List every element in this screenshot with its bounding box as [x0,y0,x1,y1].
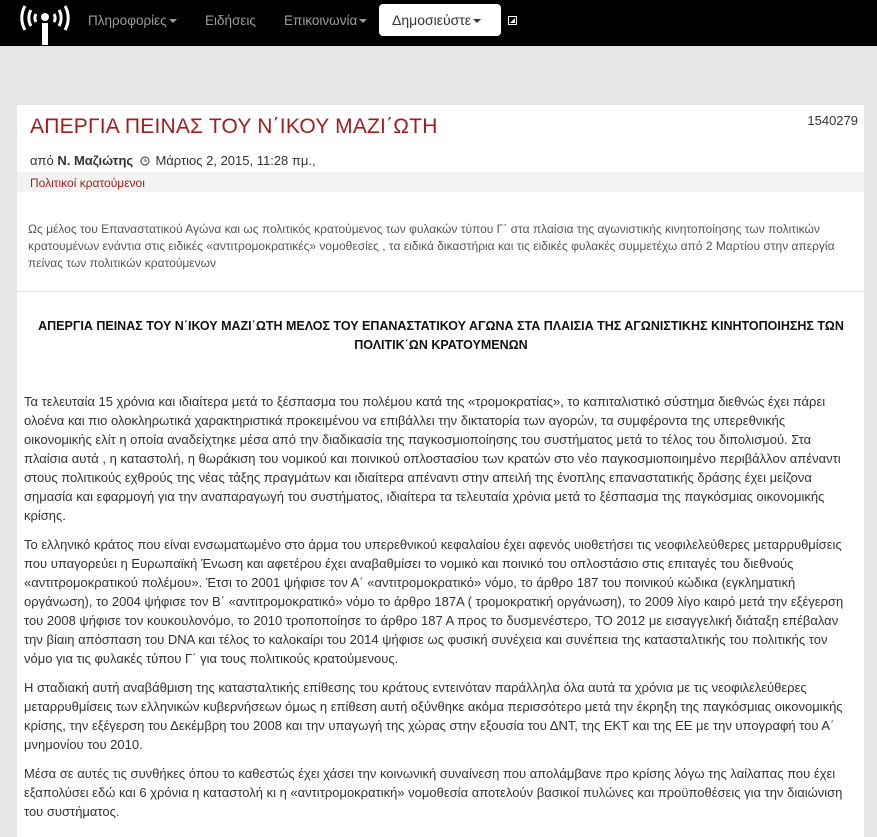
article-heading: ΑΠΕΡΓΙΑ ΠΕΙΝΑΣ ΤΟΥ Ν΄ΙΚΟΥ ΜΑΖΙ΄ΩΤΗ ΜΕΛΟΣ ΤΟΥ ΕΠΑΝΑΣΤΑΤΙΚΟΥ ΑΓΩΝΑ ΣΤΑ ΠΛΑΙΣΙΑ ΤΗΣ ΑΓΩΝΙΣΤΙΚΗΣ ΚΙΝΗΤΟΠΟΙΗΣΗΣ ΤΩΝ ΠΟΛΙΤΙΚ΄ΩΝ ΚΡΑΤΟΥΜΕΝΩΝ [38,319,844,352]
nav-item-info[interactable]: Πληροφορίες [88,13,177,28]
article-body [24,392,856,831]
chevron-down-icon [473,19,481,23]
byline-prefix: από [30,153,54,168]
publish-button[interactable]: Δημοσιεύστε [379,4,501,36]
nav-item-news[interactable]: Ειδήσεις [205,13,256,28]
nav-item-contact[interactable]: Επικοινωνία [284,13,367,28]
divider [17,291,864,292]
info-logo[interactable] [15,0,75,46]
page-title: ΑΠΕΡΓΙΑ ΠΕΙΝΑΣ ΤΟΥ Ν΄ΙΚΟΥ ΜΑΖΙ΄ΩΤΗ [30,115,438,138]
category-link[interactable]: Πολιτικοί κρατούμενοι [30,176,145,190]
article-paragraph: Τα τελευταία 15 χρόνια και ιδιαίτερα μετά το ξέσπασμα του πολέμου κατά της «τρομοκρατίας», το καπιταλιστικό σύστημα διεθνώς έχει πάρει ολοένα και πιο ολοκληρωτικά χαρακτηριστικά προκειμένου να επιβάλλει την δικτατορία των αγορών, τα συμφέροντα της υπερεθνικής οικονομικής ελίτ η οποία αναδείχτηκε μέσα από την διαδικασία της παγκοσμιοποίησης του συστήματος μετά το τέλος του διπολισμού. Στα πλαίσια αυτά , η καταστολή, η θωράκιση του νομικού και ποινικού οπλοστασίου των κρατών στο νέο παγκοσμιοποιημένο περιβάλλον απέναντι στους πολιτικούς εχθρούς της νέας τάξης πραγμάτων και ιδιαίτερα απέναντι στην απειλή της ένοπλης επαναστατικής δράσης έχει μείζονα σημασία και εφαρμογή για την αναπαραγωγή του συστήματος, ιδιαίτερα τα τελευταία χρόνια μετά το ξέσπασμα της παγκόσμιας οικονομικής κρίσης. [24,394,841,523]
article-container [17,105,864,837]
article-summary: Ως μέλος του Επαναστατικού Αγώνα και ως πολιτικός κρατούμενος των φυλακών τύπου Γ΄ στα πλαίσια της αγωνιστικής κινητοποίησης των πολιτικών κρατουμένων ενάντια στις ειδικές «αντιτρομοκρατικές» νομοθεσίες , τα ειδικά δικαστήρια και τις ειδικές φυλακές συμμετέχω από 2 Μαρτίου στην απεργία πείνας των πολιτικών κρατούμενων [28,222,835,270]
article-id: 1540279 [807,113,858,128]
byline [30,153,316,168]
article-paragraph: Μέσα σε αυτές τις συνθήκες όπου το καθεστώς έχει χάσει την κοινωνική συναίνεση που απολάμβανε προ κρίσης λόγω της λαίλαπας που έχει εξαπολύσει εδώ και 6 χρόνια η καταστολή κι η «αντιτρομοκρατική» νομοθεσία αποτελούν βασικοί πυλώνες και προϋποθέσεις για την διαιώνιση του συστήματος. [24,766,843,819]
chevron-down-icon [359,19,367,23]
author-link[interactable]: Ν. Μαζιώτης [57,153,134,168]
chevron-down-icon [169,19,177,23]
article-paragraph: Η σταδιακή αυτή αναβάθμιση της κατασταλτικής επίθεσης του κράτους εντεινόταν παράλληλα όλα αυτά τα χρόνια με τις νεοφιλελεύθερες μεταρρυθμίσεις των ελληνικών κυβερνήσεων όμως η επίθεση αυτή οξύνθηκε ακόμα περισσότερο μετά την έκρηξη της παγκόσμιας οικονομικής κρίσης, την εξέγερση του Δεκέμβρη του 2008 και την υπαγωγή της χώρας στην εξουσία του ΔΝΤ, της ΕΚΤ και της ΕΕ με την υπογραφή του Α΄ μνημονίου του 2010. [24,680,843,752]
post-date: Μάρτιος 2, 2015, 11:28 πμ., [155,153,316,168]
category-bar [17,172,864,192]
article-paragraph: Το ελληνικό κράτος που είναι ενσωματωμένο στο άρμα του υπερεθνικού κεφαλαίου έχει αφενός υιοθετήσει τις νεοφιλελεύθερες μεταρρυθμίσεις που υπαγορεύει η Ευρωπαϊκή Ένωση και αφετέρου έχει αναβαθμίσει το νομικό και ποινικό του οπλοστάσιο στις επιταγές του διεθνούς «αντιτρομοκρατικού πολέμου». Έτσι το 2001 ψήφισε τον Α΄ «αντιτρομοκρατικό» νόμο, το άρθρο 187 του ποινικού κώδικα (εγκληματική οργάνωση), το 2004 ψήφισε τον Β΄ «αντιτρομοκρατικό» νόμο το άρθρο 187Α ( τρομοκρατική οργάνωση), το 2009 λίγο καιρό μετά την εξέγερση του 2008 ψήφισε τον κουκουλονόμο, το 2010 τροποποίησε το άρθρο 187 Α προς το δυσμενέστερο, ΤΟ 2012 με εισαγγελική διάταξη επέβαλαν την βίαιη απόσπαση του DNA και τέλος το καλοκαίρι του 2014 ψήφισε ως φυσική συνέχεια και συνέπεια της κατασταλτικής του πολιτικής τον νόμο για τις φυλακές τύπου Γ΄ για τους πολιτικούς κρατούμενους. [24,537,844,666]
clock-icon [140,156,150,166]
navbar [0,0,877,46]
edit-icon[interactable] [508,16,517,25]
